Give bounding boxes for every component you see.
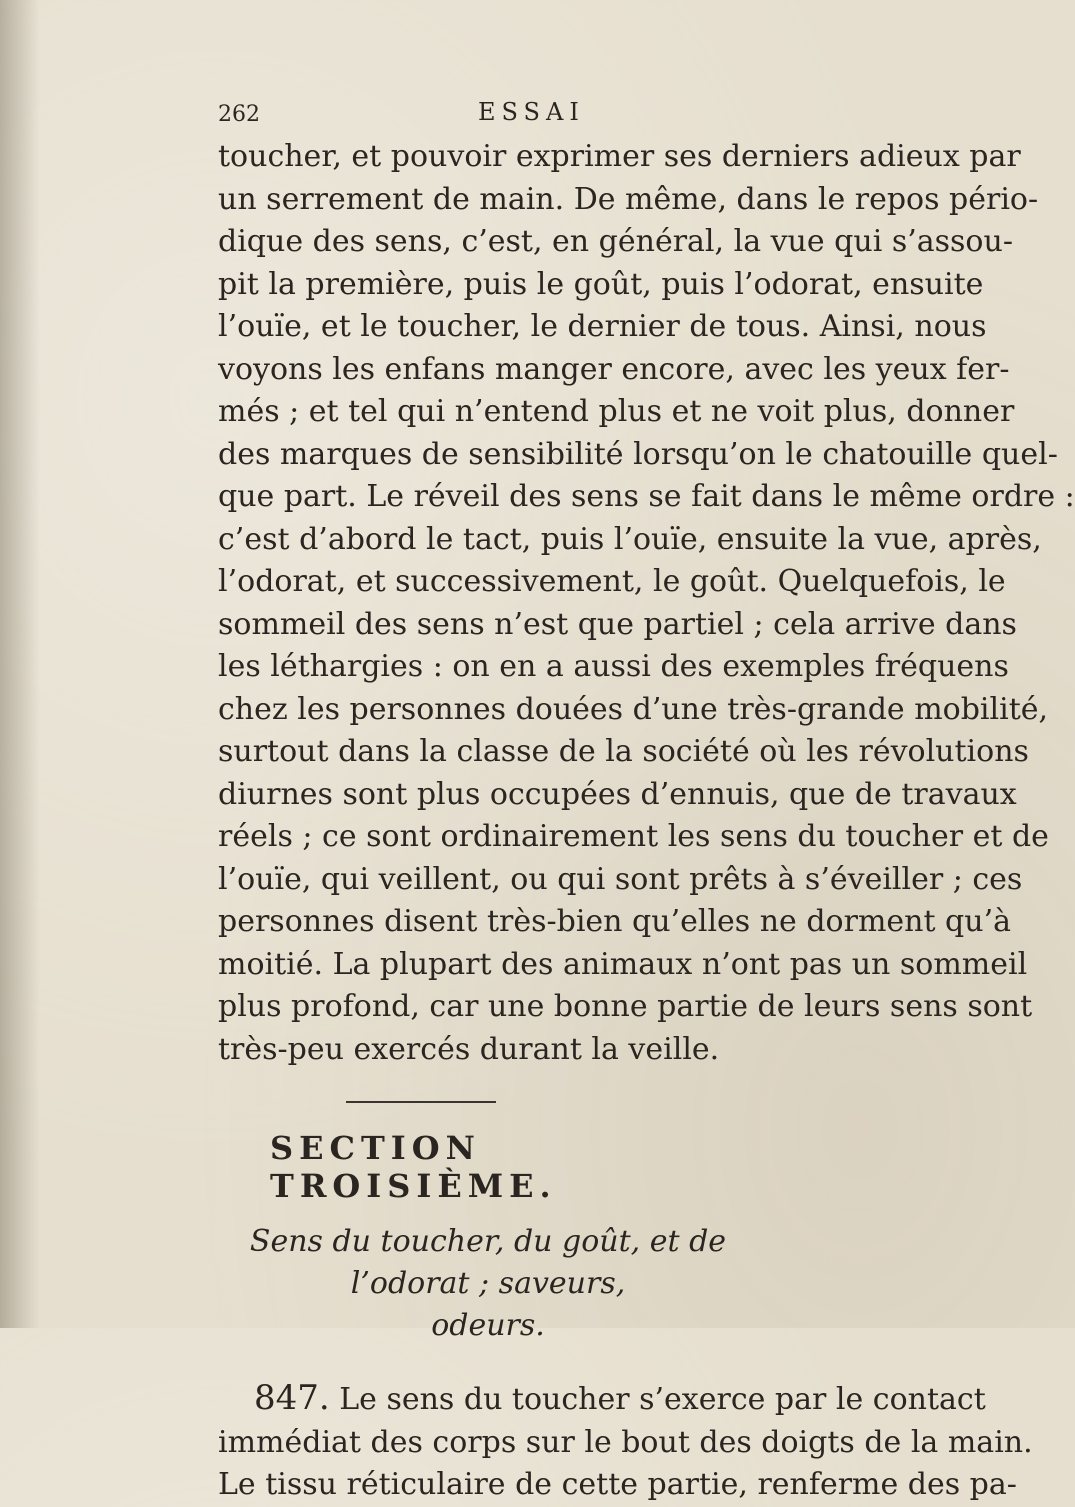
text-line: pit la première, puis le goût, puis l’odorat, ensuite bbox=[218, 266, 984, 302]
text-line: diurnes sont plus occupées d’ennuis, que de travaux bbox=[218, 776, 1017, 812]
subtitle-line: Sens du toucher, du goût, et de l’odorat ; saveurs, bbox=[249, 1224, 727, 1301]
section-title: SECTION TROISIÈME. bbox=[270, 1129, 557, 1205]
text-line: un serrement de main. De même, dans le repos pério- bbox=[218, 181, 1039, 217]
section-divider bbox=[346, 1101, 496, 1103]
text-line: très-peu exercés durant la veille. bbox=[218, 1031, 720, 1067]
text-line: chez les personnes douées d’une très-grande mobilité, bbox=[218, 691, 1049, 727]
book-page bbox=[218, 88, 1075, 1507]
page-header bbox=[218, 88, 754, 136]
text-line: l’ouïe, et le toucher, le dernier de tous. Ainsi, nous bbox=[218, 309, 987, 344]
text-line: c’est d’abord le tact, puis l’ouïe, ensuite la vue, après, bbox=[218, 521, 1042, 557]
text-fragment: Le sens du toucher s’exerce par le contact bbox=[339, 1382, 986, 1417]
text-line: l’ouïe, qui veillent, ou qui sont prêts à s’éveiller ; ces bbox=[218, 861, 1023, 897]
subtitle-line: odeurs. bbox=[431, 1308, 545, 1343]
text-line: réels ; ce sont ordinairement les sens du toucher et de bbox=[218, 819, 1049, 854]
text-line: l’odorat, et successivement, le goût. Quelquefois, le bbox=[218, 564, 1006, 599]
paragraph-1 bbox=[218, 136, 1075, 1071]
text-line: plus profond, car une bonne partie de leurs sens sont bbox=[218, 989, 1033, 1024]
text-line bbox=[218, 1377, 986, 1422]
text-line: més ; et tel qui n’entend plus et ne voit plus, donner bbox=[218, 394, 1015, 429]
text-line: voyons les enfans manger encore, avec les yeux fer- bbox=[218, 351, 1010, 387]
text-line: immédiat des corps sur le bout des doigts de la main. bbox=[218, 1424, 1033, 1460]
text-line: dique des sens, c’est, en général, la vue qui s’assou- bbox=[218, 224, 1013, 259]
text-line: des marques de sensibilité lorsqu’on le chatouille quel- bbox=[218, 436, 1058, 472]
text-line: personnes disent très-bien qu’elles ne dorment qu’à bbox=[218, 904, 1012, 939]
page-edge-shadow bbox=[0, 0, 40, 1328]
text-line: Le tissu réticulaire de cette partie, renferme des pa- bbox=[218, 1467, 1017, 1502]
text-line: moitié. La plupart des animaux n’ont pas un sommeil bbox=[218, 946, 1028, 982]
running-head: ESSAI bbox=[478, 98, 585, 126]
section-subtitle bbox=[208, 1221, 768, 1347]
text-line: sommeil des sens n’est que partiel ; cela arrive dans bbox=[218, 606, 1017, 642]
text-line: surtout dans la classe de la société où les révolutions bbox=[218, 734, 1029, 769]
text-line: toucher, et pouvoir exprimer ses derniers adieux par bbox=[218, 139, 1021, 174]
paragraph-2 bbox=[218, 1377, 1033, 1507]
page-number: 262 bbox=[218, 102, 260, 127]
paragraph-number: 847. bbox=[254, 1378, 330, 1418]
text-line: les léthargies : on en a aussi des exemples fréquens bbox=[218, 649, 1009, 684]
text-line: que part. Le réveil des sens se fait dans le même ordre : bbox=[218, 479, 1075, 514]
